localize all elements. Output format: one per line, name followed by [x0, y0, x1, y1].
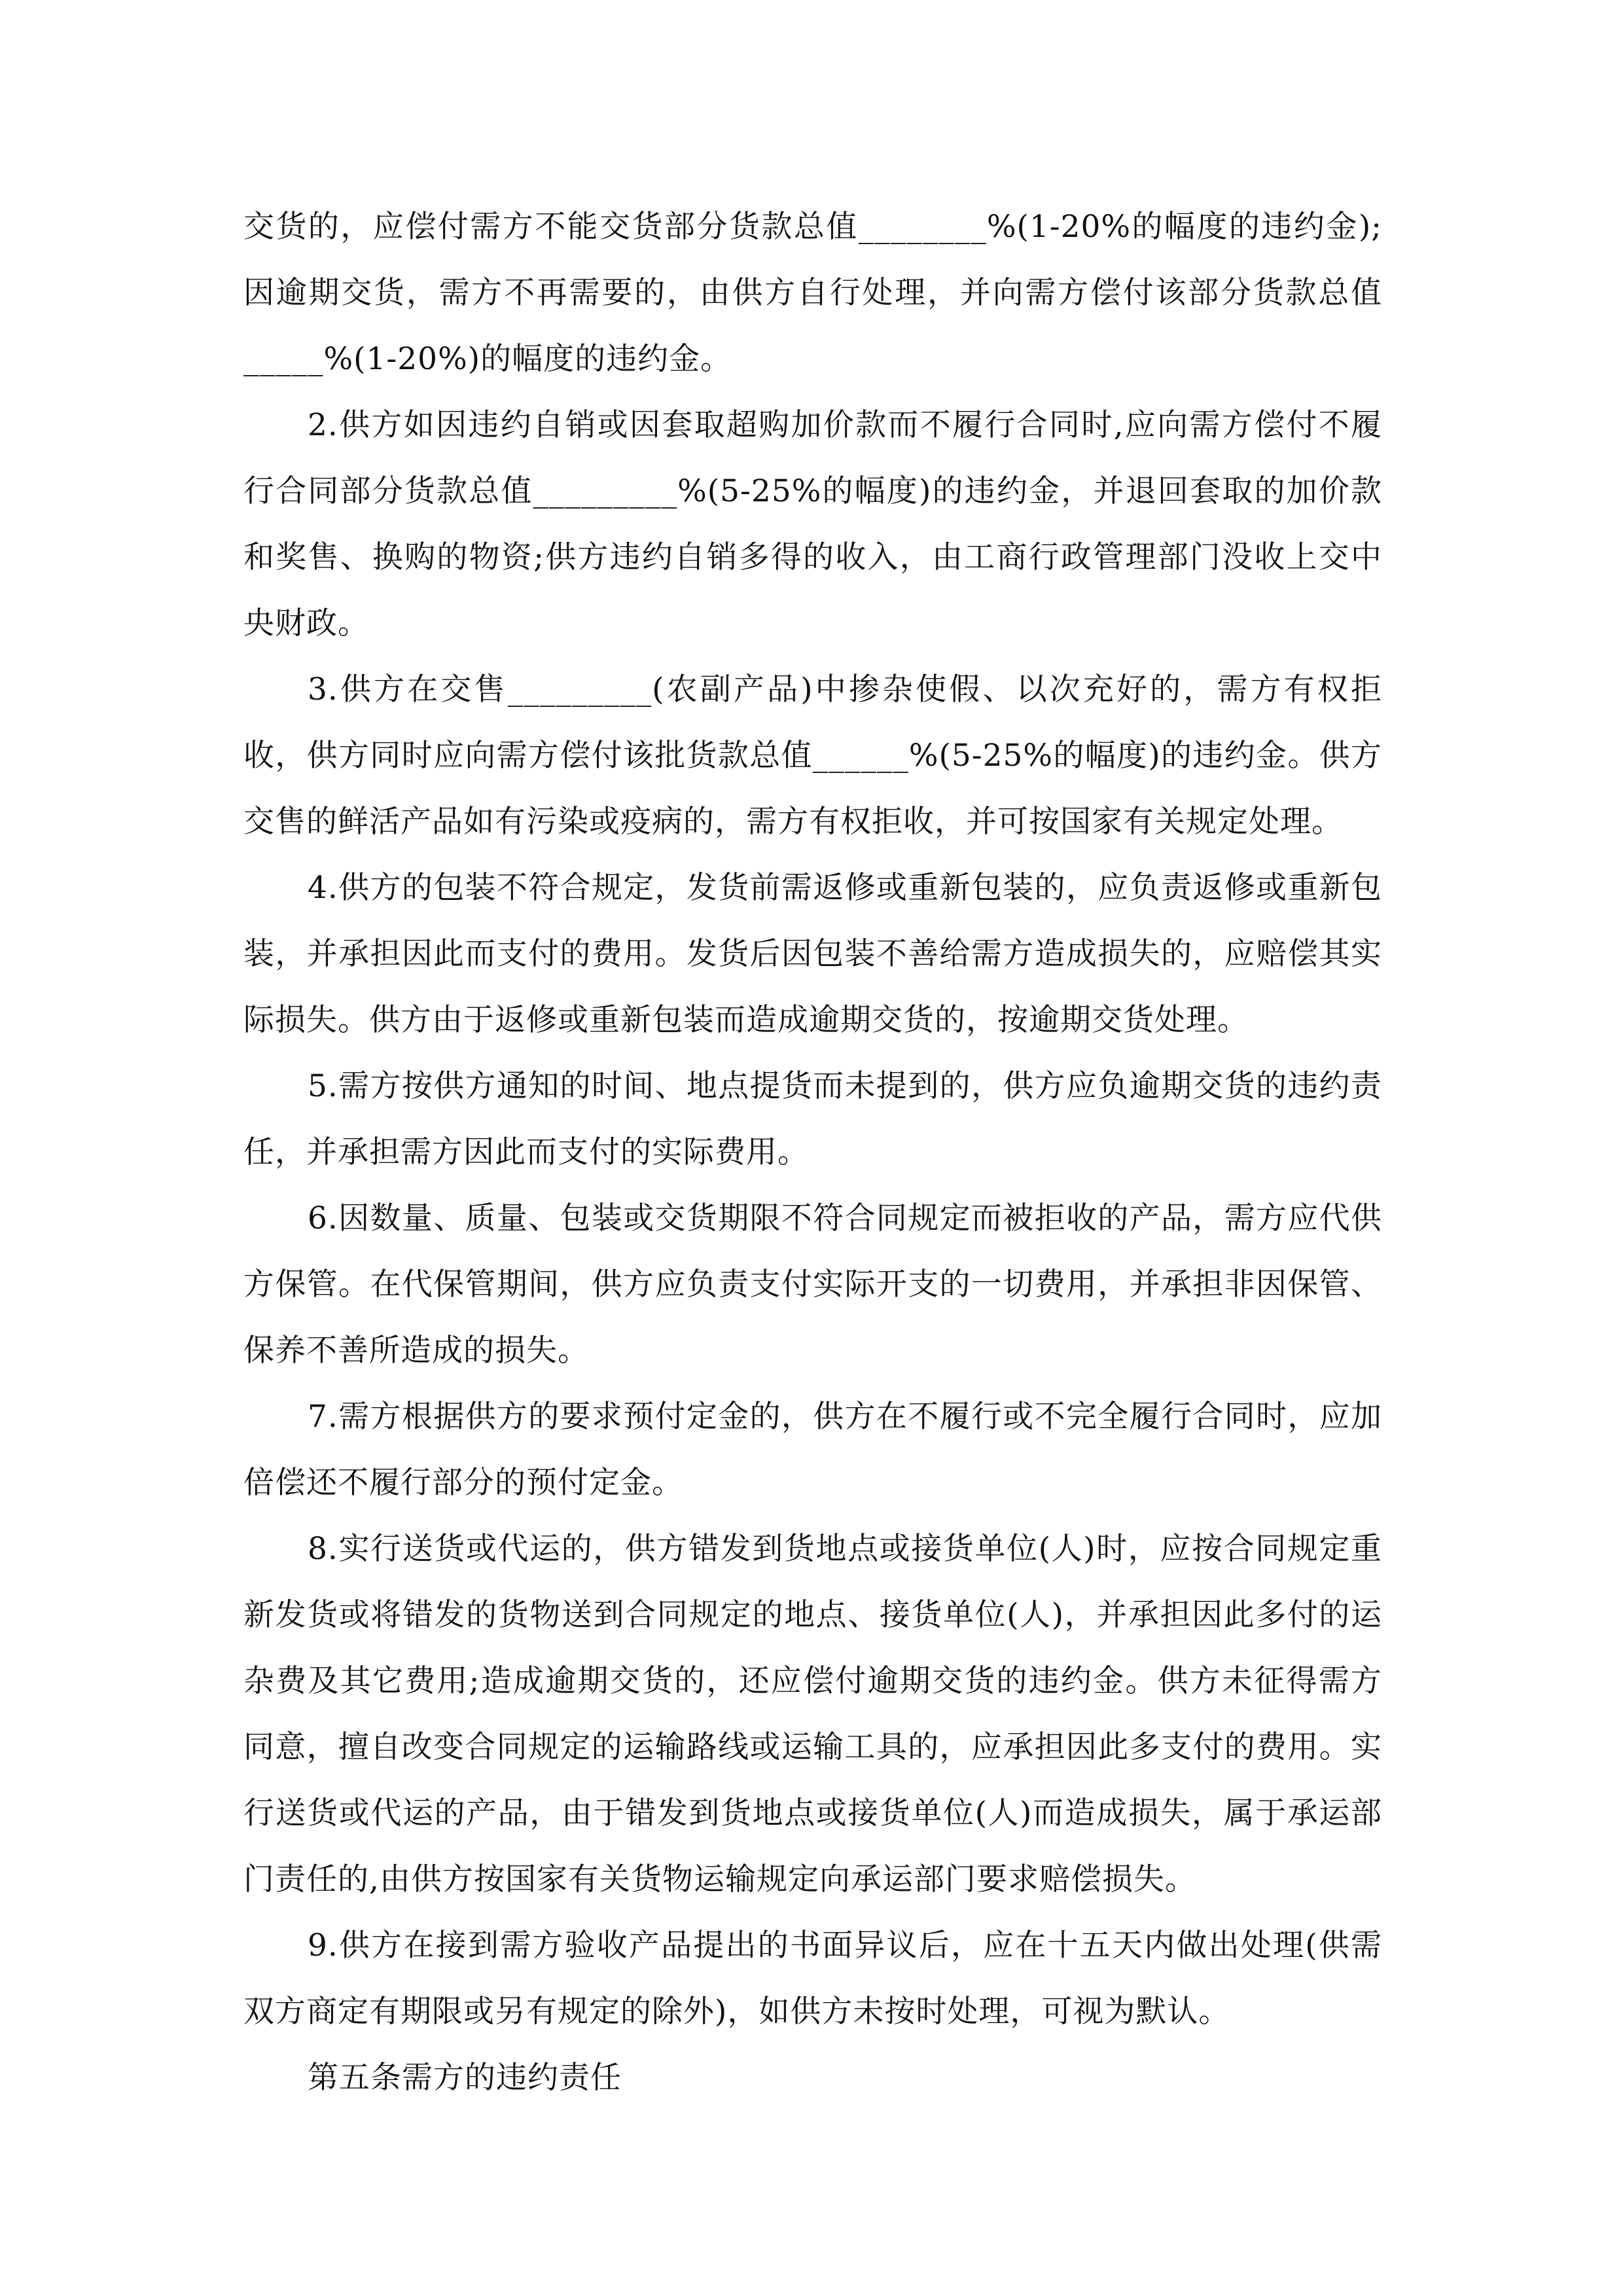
- document-body: [243, 194, 1382, 2111]
- paragraph-clause-6: 6.因数量、质量、包装或交货期限不符合同规定而被拒收的产品，需方应代供方保管。在代保管期间，供方应负责支付实际开支的一切费用，并承担非因保管、保养不善所造成的损失。: [243, 1200, 1382, 1369]
- paragraph-clause-5: 5.需方按供方通知的时间、地点提货而未提到的，供方应负逾期交货的违约责任，并承担需方因此而支付的实际费用。: [243, 1068, 1382, 1170]
- paragraph-clause-2: 2.供方如因违约自销或因套取超购加价款而不履行合同时,应向需方偿付不履行合同部分货款总值_________%(5-25%的幅度)的违约金，并退回套取的加价款和奖售、换购的物资;供方违约自销多得的收入，由工商行政管理部门没收上交中央财政。: [243, 407, 1382, 641]
- paragraph-clause-7: 7.需方根据供方的要求预付定金的，供方在不履行或不完全履行合同时，应加倍偿还不履行部分的预付定金。: [243, 1399, 1382, 1501]
- paragraph-continuation: 交货的，应偿付需方不能交货部分货款总值________%(1-20%的幅度的违约金);因逾期交货，需方不再需要的，由供方自行处理，并向需方偿付该部分货款总值_____%(1-20%)的幅度的违约金。: [243, 209, 1382, 377]
- section-heading: 第五条需方的违约责任: [308, 2060, 622, 2096]
- paragraph-clause-4: 4.供方的包装不符合规定，发货前需返修或重新包装的，应负责返修或重新包装，并承担因此而支付的费用。发货后因包装不善给需方造成损失的，应赔偿其实际损失。供方由于返修或重新包装而造成逾期交货的，按逾期交货处理。: [243, 870, 1382, 1038]
- paragraph-clause-3: 3.供方在交售_________(农副产品)中掺杂使假、以次充好的，需方有权拒收，供方同时应向需方偿付该批货款总值______%(5-25%的幅度)的违约金。供方交售的鲜活产品如有污染或疫病的，需方有权拒收，并可按国家有关规定处理。: [243, 672, 1382, 840]
- paragraph-clause-9: 9.供方在接到需方验收产品提出的书面异议后，应在十五天内做出处理(供需双方商定有期限或另有规定的除外)，如供方未按时处理，可视为默认。: [243, 1928, 1382, 2030]
- paragraph-clause-8: 8.实行送货或代运的，供方错发到货地点或接货单位(人)时，应按合同规定重新发货或将错发的货物送到合同规定的地点、接货单位(人)，并承担因此多付的运杂费及其它费用;造成逾期交货的，还应偿付逾期交货的违约金。供方未征得需方同意，擅自改变合同规定的运输路线或运输工具的，应承担因此多支付的费用。实行送货或代运的产品，由于错发到货地点或接货单位(人)而造成损失，属于承运部门责任的,由供方按国家有关货物运输规定向承运部门要求赔偿损失。: [243, 1531, 1382, 1897]
